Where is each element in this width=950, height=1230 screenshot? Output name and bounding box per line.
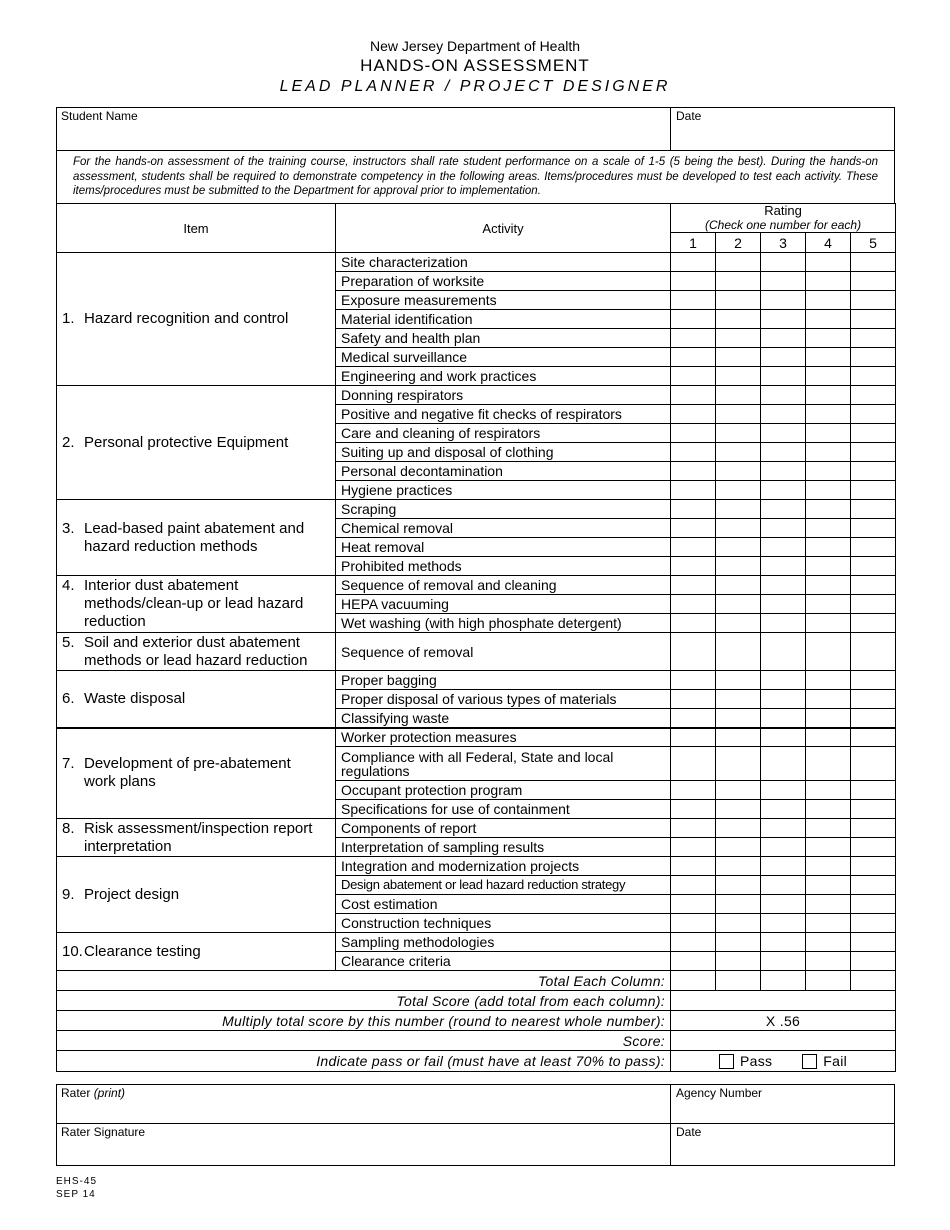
rating-cell-4[interactable] — [806, 386, 851, 405]
rating-cell-3[interactable] — [761, 367, 806, 386]
rating-cell-3[interactable] — [761, 386, 806, 405]
rating-cell-3[interactable] — [761, 405, 806, 424]
rating-cell-2[interactable] — [716, 500, 761, 519]
rating-cell-3[interactable] — [761, 576, 806, 595]
activity: Interpretation of sampling results — [336, 838, 671, 857]
rater-label-text: Rater — [61, 1086, 91, 1100]
rating-cell-1[interactable] — [671, 253, 716, 272]
rating-cell-1[interactable] — [671, 291, 716, 310]
rating-cell-2[interactable] — [716, 348, 761, 367]
item-8 — [57, 819, 336, 857]
activity: Proper bagging — [336, 671, 671, 690]
rating-cell-5[interactable] — [851, 728, 896, 747]
rating-cell-1[interactable] — [671, 857, 716, 876]
assessment-table — [56, 203, 896, 1072]
rating-cell-2[interactable] — [716, 747, 761, 781]
rating-cell-3[interactable] — [761, 595, 806, 614]
item-9 — [57, 857, 336, 933]
pass-label: Pass — [739, 1052, 773, 1069]
item-number: 4. — [62, 577, 75, 594]
rating-cell-2[interactable] — [716, 857, 761, 876]
rating-cell-4[interactable] — [806, 500, 851, 519]
rating-cell-5[interactable] — [851, 253, 896, 272]
rating-cell-3[interactable] — [761, 291, 806, 310]
rating-cell-5[interactable] — [851, 952, 896, 971]
fail-checkbox[interactable] — [802, 1054, 817, 1069]
total-col-5[interactable] — [851, 971, 896, 991]
rating-cell-5[interactable] — [851, 895, 896, 914]
rating-cell-5[interactable] — [851, 462, 896, 481]
instructions-text: For the hands-on assessment of the training course, instructors shall rate student performance on a scale of 1-5 (5 being the best). During the hands-on assessment, students shall be required to demonstrate competency in the following areas. Items/procedures must be developed to test each activity. These items/procedures must be submitted to the Department for approval prior to implementation. — [73, 156, 878, 197]
rating-cell-5[interactable] — [851, 709, 896, 728]
activity: Sequence of removal and cleaning — [336, 576, 671, 595]
rating-cell-2[interactable] — [716, 595, 761, 614]
rating-cell-1[interactable] — [671, 500, 716, 519]
activity: Worker protection measures — [336, 728, 671, 747]
rating-cell-5[interactable] — [851, 576, 896, 595]
activity: HEPA vacuuming — [336, 595, 671, 614]
rating-cell-5[interactable] — [851, 781, 896, 800]
rating-cell-2[interactable] — [716, 914, 761, 933]
instructions-box — [56, 150, 895, 204]
item-1 — [57, 253, 336, 386]
rating-cell-3[interactable] — [761, 952, 806, 971]
total-each-column-label: Total Each Column: — [57, 971, 671, 991]
rating-cell-4[interactable] — [806, 819, 851, 838]
rating-cell-2[interactable] — [716, 272, 761, 291]
rating-cell-4[interactable] — [806, 272, 851, 291]
rating-cell-5[interactable] — [851, 481, 896, 500]
rating-cell-4[interactable] — [806, 895, 851, 914]
rating-cell-2[interactable] — [716, 576, 761, 595]
rating-cell-2[interactable] — [716, 709, 761, 728]
rating-cell-4[interactable] — [806, 671, 851, 690]
rating-cell-3[interactable] — [761, 914, 806, 933]
rating-cell-1[interactable] — [671, 443, 716, 462]
rating-cell-4[interactable] — [806, 291, 851, 310]
rater-signature-label: Rater Signature — [61, 1125, 146, 1139]
item-number: 10. — [62, 942, 83, 960]
rating-cell-1[interactable] — [671, 671, 716, 690]
rating-cell-1[interactable] — [671, 876, 716, 895]
rating-5-header: 5 — [851, 233, 896, 253]
rating-cell-4[interactable] — [806, 709, 851, 728]
rating-cell-3[interactable] — [761, 443, 806, 462]
student-name-label: Student Name — [61, 109, 138, 123]
rating-cell-3[interactable] — [761, 424, 806, 443]
item-name: Development of pre-abatement work plans — [84, 755, 291, 791]
rating-cell-1[interactable] — [671, 633, 716, 671]
rating-cell-4[interactable] — [806, 367, 851, 386]
item-name: Project design — [84, 885, 180, 903]
rating-cell-4[interactable] — [806, 857, 851, 876]
activity: Medical surveillance — [336, 348, 671, 367]
rating-cell-5[interactable] — [851, 291, 896, 310]
total-col-3[interactable] — [761, 971, 806, 991]
rating-cell-2[interactable] — [716, 895, 761, 914]
rating-cell-5[interactable] — [851, 519, 896, 538]
rating-cell-5[interactable] — [851, 800, 896, 819]
item-number: 7. — [62, 755, 75, 773]
rating-cell-4[interactable] — [806, 519, 851, 538]
rating-cell-4[interactable] — [806, 952, 851, 971]
rating-cell-1[interactable] — [671, 538, 716, 557]
form-revision: SEP 14 — [56, 1189, 96, 1200]
rating-cell-2[interactable] — [716, 367, 761, 386]
score-label: Score: — [57, 1031, 671, 1051]
rating-cell-1[interactable] — [671, 728, 716, 747]
rating-cell-2[interactable] — [716, 952, 761, 971]
rating-cell-5[interactable] — [851, 348, 896, 367]
total-score-field[interactable] — [671, 991, 896, 1011]
item-6 — [57, 671, 336, 728]
rating-cell-3[interactable] — [761, 895, 806, 914]
activity: Specifications for use of containment — [336, 800, 671, 819]
rating-cell-3[interactable] — [761, 709, 806, 728]
rating-note: (Check one number for each) — [704, 218, 862, 232]
rating-cell-1[interactable] — [671, 348, 716, 367]
rating-cell-2[interactable] — [716, 557, 761, 576]
activity: Personal decontamination — [336, 462, 671, 481]
rating-cell-2[interactable] — [716, 291, 761, 310]
rating-cell-5[interactable] — [851, 857, 896, 876]
agency-number-label: Agency Number — [676, 1086, 763, 1100]
activity: Integration and modernization projects — [336, 857, 671, 876]
form-title: HANDS-ON ASSESSMENT — [360, 56, 590, 75]
rating-cell-1[interactable] — [671, 595, 716, 614]
item-name: Soil and exterior dust abatement methods or lead hazard reduction — [84, 633, 308, 669]
rating-cell-5[interactable] — [851, 272, 896, 291]
activity: Chemical removal — [336, 519, 671, 538]
rating-cell-2[interactable] — [716, 633, 761, 671]
rating-cell-2[interactable] — [716, 310, 761, 329]
rater-date-label: Date — [676, 1125, 702, 1139]
rating-cell-5[interactable] — [851, 614, 896, 633]
rating-cell-2[interactable] — [716, 671, 761, 690]
activity: Care and cleaning of respirators — [336, 424, 671, 443]
total-col-1[interactable] — [671, 971, 716, 991]
rating-cell-5[interactable] — [851, 424, 896, 443]
rating-cell-3[interactable] — [761, 500, 806, 519]
rating-cell-2[interactable] — [716, 519, 761, 538]
rating-cell-5[interactable] — [851, 443, 896, 462]
activity: Material identification — [336, 310, 671, 329]
activity: Exposure measurements — [336, 291, 671, 310]
rating-cell-4[interactable] — [806, 557, 851, 576]
activity: Design abatement or lead hazard reduction strategy — [336, 876, 671, 895]
rating-cell-5[interactable] — [851, 500, 896, 519]
rating-cell-1[interactable] — [671, 367, 716, 386]
rating-cell-3[interactable] — [761, 633, 806, 671]
item-5 — [57, 633, 336, 671]
activity: Classifying waste — [336, 709, 671, 728]
activity: Cost estimation — [336, 895, 671, 914]
item-3 — [57, 500, 336, 576]
item-number: 8. — [62, 819, 75, 837]
activity: Sampling methodologies — [336, 933, 671, 952]
item-number: 9. — [62, 885, 75, 903]
activity: Positive and negative fit checks of respirators — [336, 405, 671, 424]
rating-cell-1[interactable] — [671, 781, 716, 800]
rating-cell-4[interactable] — [806, 633, 851, 671]
activity: Hygiene practices — [336, 481, 671, 500]
pass-checkbox[interactable] — [719, 1054, 734, 1069]
rating-cell-5[interactable] — [851, 876, 896, 895]
rating-cell-4[interactable] — [806, 747, 851, 781]
rating-cell-1[interactable] — [671, 838, 716, 857]
rating-cell-1[interactable] — [671, 800, 716, 819]
activity-column-header: Activity — [336, 204, 671, 253]
multiplier-value: X .56 — [671, 1011, 896, 1031]
rating-cell-1[interactable] — [671, 895, 716, 914]
rating-cell-2[interactable] — [716, 933, 761, 952]
rating-cell-1[interactable] — [671, 819, 716, 838]
rating-cell-2[interactable] — [716, 424, 761, 443]
item-name: Interior dust abatement methods/clean-up or lead hazard reduction — [84, 577, 304, 630]
fail-label: Fail — [823, 1052, 848, 1069]
date-field[interactable] — [670, 107, 895, 151]
rating-cell-4[interactable] — [806, 595, 851, 614]
rating-cell-5[interactable] — [851, 595, 896, 614]
activity: Compliance with all Federal, State and local regulations — [336, 747, 671, 781]
rating-column-header — [671, 204, 896, 233]
rating-cell-1[interactable] — [671, 272, 716, 291]
activity: Donning respirators — [336, 386, 671, 405]
rating-cell-5[interactable] — [851, 405, 896, 424]
rating-cell-5[interactable] — [851, 367, 896, 386]
rating-cell-3[interactable] — [761, 857, 806, 876]
rating-cell-4[interactable] — [806, 933, 851, 952]
item-name: Clearance testing — [84, 942, 201, 960]
rater-label — [61, 1086, 125, 1100]
rating-cell-2[interactable] — [716, 781, 761, 800]
rating-cell-3[interactable] — [761, 253, 806, 272]
activity: Sequence of removal — [336, 633, 671, 671]
rating-cell-3[interactable] — [761, 690, 806, 709]
item-name: Risk assessment/inspection report interpretation — [84, 819, 313, 855]
student-name-field[interactable] — [56, 107, 671, 151]
agency-number-field[interactable] — [670, 1084, 895, 1124]
rating-cell-3[interactable] — [761, 614, 806, 633]
rating-cell-3[interactable] — [761, 462, 806, 481]
total-score-label: Total Score (add total from each column): — [57, 991, 671, 1011]
activity: Safety and health plan — [336, 329, 671, 348]
rating-cell-5[interactable] — [851, 747, 896, 781]
rating-cell-4[interactable] — [806, 876, 851, 895]
rating-cell-1[interactable] — [671, 557, 716, 576]
rating-cell-1[interactable] — [671, 747, 716, 781]
item-10 — [57, 933, 336, 971]
form-subtitle: LEAD PLANNER / PROJECT DESIGNER — [279, 78, 671, 95]
rating-cell-3[interactable] — [761, 348, 806, 367]
item-column-header: Item — [57, 204, 336, 253]
rating-cell-1[interactable] — [671, 405, 716, 424]
agency-name: New Jersey Department of Health — [369, 38, 581, 54]
rating-cell-1[interactable] — [671, 914, 716, 933]
rating-cell-4[interactable] — [806, 576, 851, 595]
rating-cell-3[interactable] — [761, 933, 806, 952]
rating-cell-1[interactable] — [671, 933, 716, 952]
rater-signature-field[interactable] — [56, 1123, 671, 1166]
totals-section — [57, 971, 896, 1072]
rating-cell-3[interactable] — [761, 538, 806, 557]
rater-date-field[interactable] — [670, 1123, 895, 1166]
rating-cell-2[interactable] — [716, 481, 761, 500]
rating-cell-3[interactable] — [761, 557, 806, 576]
rating-cell-5[interactable] — [851, 914, 896, 933]
rating-cell-1[interactable] — [671, 690, 716, 709]
date-label: Date — [676, 109, 702, 123]
rating-cell-4[interactable] — [806, 538, 851, 557]
activity: Preparation of worksite — [336, 272, 671, 291]
rating-cell-3[interactable] — [761, 800, 806, 819]
rating-cell-1[interactable] — [671, 424, 716, 443]
rating-cell-1[interactable] — [671, 481, 716, 500]
activity: Heat removal — [336, 538, 671, 557]
rating-cell-4[interactable] — [806, 462, 851, 481]
rating-2-header: 2 — [716, 233, 761, 253]
rater-print-note: (print) — [93, 1086, 126, 1100]
rating-cell-2[interactable] — [716, 386, 761, 405]
rating-cell-2[interactable] — [716, 690, 761, 709]
rating-cell-5[interactable] — [851, 329, 896, 348]
rating-cell-1[interactable] — [671, 386, 716, 405]
rating-cell-4[interactable] — [806, 781, 851, 800]
rating-cell-4[interactable] — [806, 614, 851, 633]
rating-cell-1[interactable] — [671, 952, 716, 971]
pass-fail-field — [671, 1051, 896, 1072]
item-name: Hazard recognition and control — [84, 310, 289, 327]
rating-cell-3[interactable] — [761, 481, 806, 500]
rating-cell-3[interactable] — [761, 819, 806, 838]
activity: Occupant protection program — [336, 781, 671, 800]
rating-cell-2[interactable] — [716, 614, 761, 633]
item-number: 3. — [62, 519, 75, 537]
rating-4-header: 4 — [806, 233, 851, 253]
total-col-2[interactable] — [716, 971, 761, 991]
rating-cell-1[interactable] — [671, 576, 716, 595]
rating-cell-3[interactable] — [761, 310, 806, 329]
item-number: 2. — [62, 433, 75, 451]
rating-cell-2[interactable] — [716, 838, 761, 857]
rating-cell-5[interactable] — [851, 386, 896, 405]
activity: Components of report — [336, 819, 671, 838]
rating-label: Rating — [764, 203, 802, 218]
activity: Clearance criteria — [336, 952, 671, 971]
rating-cell-3[interactable] — [761, 272, 806, 291]
rating-cell-1[interactable] — [671, 709, 716, 728]
rating-cell-5[interactable] — [851, 838, 896, 857]
activity: Site characterization — [336, 253, 671, 272]
multiply-label: Multiply total score by this number (round to nearest whole number): — [57, 1011, 671, 1031]
activity: Suiting up and disposal of clothing — [336, 443, 671, 462]
rating-cell-4[interactable] — [806, 838, 851, 857]
rating-cell-4[interactable] — [806, 424, 851, 443]
rating-cell-2[interactable] — [716, 405, 761, 424]
rating-cell-3[interactable] — [761, 876, 806, 895]
rating-cell-3[interactable] — [761, 671, 806, 690]
rater-print-field[interactable] — [56, 1084, 671, 1124]
item-name: Personal protective Equipment — [84, 433, 289, 451]
rating-cell-1[interactable] — [671, 614, 716, 633]
rating-cell-4[interactable] — [806, 348, 851, 367]
rating-cell-3[interactable] — [761, 747, 806, 781]
rating-cell-4[interactable] — [806, 310, 851, 329]
activity: Proper disposal of various types of materials — [336, 690, 671, 709]
rating-cell-5[interactable] — [851, 633, 896, 671]
rating-cell-5[interactable] — [851, 538, 896, 557]
activity: Prohibited methods — [336, 557, 671, 576]
score-field[interactable] — [671, 1031, 896, 1051]
item-7 — [57, 728, 336, 819]
rating-cell-3[interactable] — [761, 838, 806, 857]
rating-3-header: 3 — [761, 233, 806, 253]
item-name: Lead-based paint abatement and hazard reduction methods — [84, 519, 305, 555]
rating-cell-4[interactable] — [806, 728, 851, 747]
rating-cell-1[interactable] — [671, 310, 716, 329]
rating-cell-2[interactable] — [716, 462, 761, 481]
item-2 — [57, 386, 336, 500]
rating-1-header: 1 — [671, 233, 716, 253]
rating-cell-5[interactable] — [851, 690, 896, 709]
rating-cell-3[interactable] — [761, 519, 806, 538]
rating-cell-4[interactable] — [806, 800, 851, 819]
rating-cell-4[interactable] — [806, 481, 851, 500]
rating-cell-2[interactable] — [716, 329, 761, 348]
rating-cell-1[interactable] — [671, 462, 716, 481]
item-number: 1. — [62, 310, 75, 327]
rating-cell-2[interactable] — [716, 728, 761, 747]
item-rows — [57, 253, 896, 971]
pass-fail-label: Indicate pass or fail (must have at least 70% to pass): — [57, 1051, 671, 1072]
rating-cell-4[interactable] — [806, 690, 851, 709]
rating-cell-2[interactable] — [716, 876, 761, 895]
rating-cell-5[interactable] — [851, 933, 896, 952]
rating-cell-5[interactable] — [851, 671, 896, 690]
rating-cell-4[interactable] — [806, 443, 851, 462]
item-4 — [57, 576, 336, 633]
activity: Scraping — [336, 500, 671, 519]
form-number: EHS-45 — [56, 1176, 98, 1187]
rating-cell-2[interactable] — [716, 443, 761, 462]
item-name: Waste disposal — [84, 689, 186, 707]
rating-cell-4[interactable] — [806, 253, 851, 272]
activity: Engineering and work practices — [336, 367, 671, 386]
rating-cell-5[interactable] — [851, 557, 896, 576]
rating-cell-1[interactable] — [671, 329, 716, 348]
rating-cell-2[interactable] — [716, 253, 761, 272]
rating-cell-3[interactable] — [761, 728, 806, 747]
rating-cell-1[interactable] — [671, 519, 716, 538]
rating-cell-3[interactable] — [761, 781, 806, 800]
activity: Construction techniques — [336, 914, 671, 933]
rating-cell-5[interactable] — [851, 819, 896, 838]
rating-cell-2[interactable] — [716, 538, 761, 557]
item-number: 6. — [62, 689, 75, 707]
item-number: 5. — [62, 633, 75, 651]
rating-cell-2[interactable] — [716, 800, 761, 819]
total-col-4[interactable] — [806, 971, 851, 991]
rating-cell-2[interactable] — [716, 819, 761, 838]
rating-cell-4[interactable] — [806, 405, 851, 424]
rating-cell-3[interactable] — [761, 329, 806, 348]
activity: Wet washing (with high phosphate detergent) — [336, 614, 671, 633]
rating-cell-4[interactable] — [806, 914, 851, 933]
rating-cell-4[interactable] — [806, 329, 851, 348]
rating-cell-5[interactable] — [851, 310, 896, 329]
